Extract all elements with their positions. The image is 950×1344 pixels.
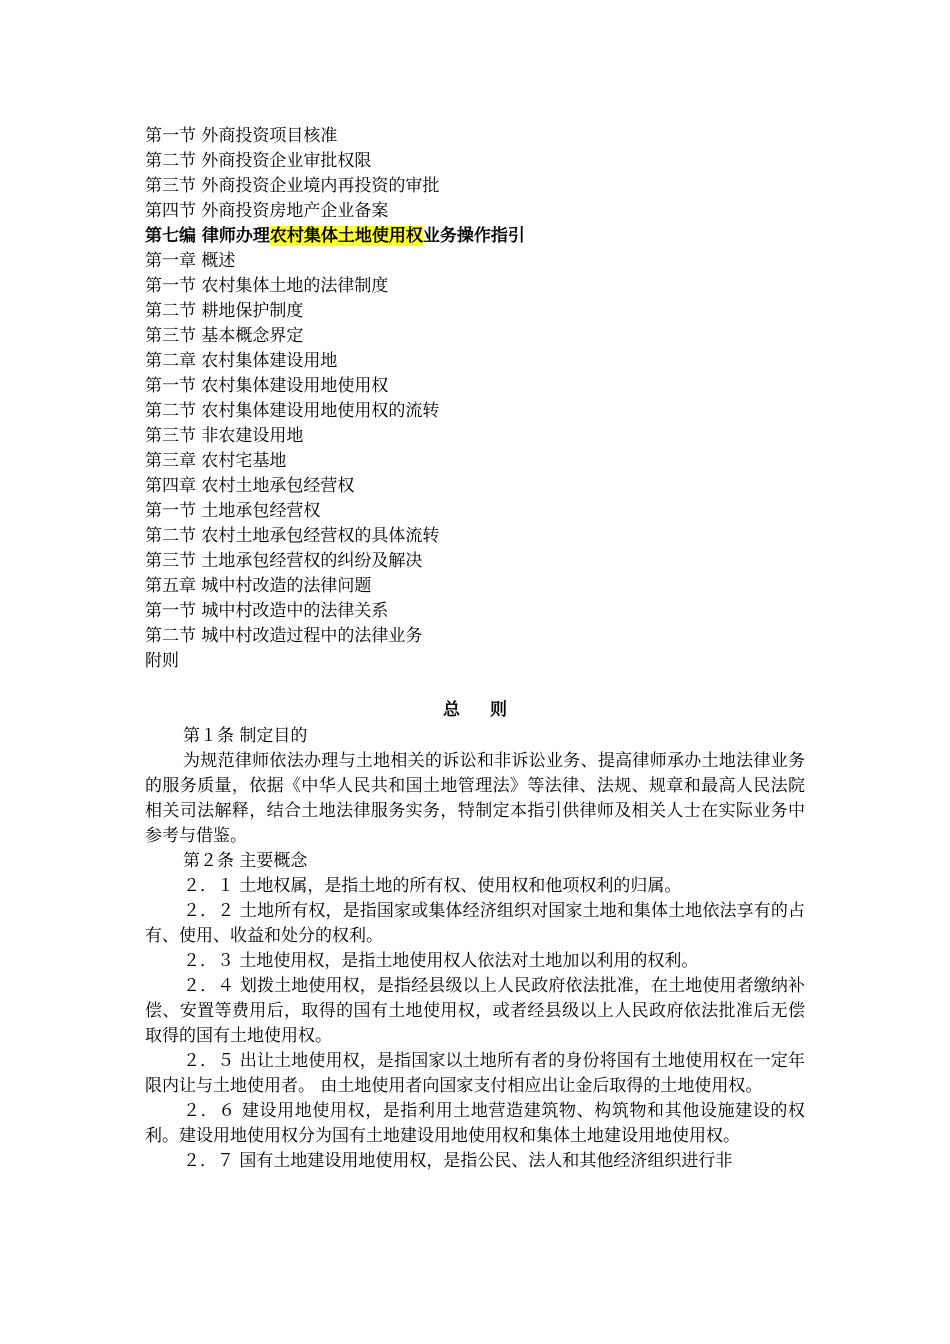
toc-line: 第二节 农村土地承包经营权的具体流转 — [145, 526, 440, 546]
toc-line: 第三节 基本概念界定 — [145, 326, 304, 346]
toc-line: 第二节 耕地保护制度 — [145, 301, 304, 321]
toc-line: 第一节 城中村改造中的法律关系 — [145, 601, 389, 621]
table-of-contents — [145, 124, 805, 674]
toc-part-heading — [145, 224, 805, 249]
body-text — [145, 724, 805, 1174]
toc-line: 第四章 农村土地承包经营权 — [145, 476, 355, 496]
toc-line: 第二节 城中村改造过程中的法律业务 — [145, 626, 423, 646]
toc-line: 第一节 土地承包经营权 — [145, 501, 321, 521]
toc-line: 附则 — [145, 651, 179, 671]
toc-line: 第二节 农村集体建设用地使用权的流转 — [145, 401, 440, 421]
toc-line: 第三章 农村宅基地 — [145, 451, 287, 471]
toc-line: 第三节 非农建设用地 — [145, 426, 304, 446]
toc-line: 第五章 城中村改造的法律问题 — [145, 576, 372, 596]
toc-line: 第一节 农村集体建设用地使用权 — [145, 376, 389, 396]
paragraph: ２．１ 土地权属，是指土地的所有权、使用权和他项权利的归属。 — [183, 876, 682, 896]
toc-line: 第一节 外商投资项目核准 — [145, 126, 338, 146]
paragraph: ２．７ 国有土地建设用地使用权，是指公民、法人和其他经济组织进行非 — [183, 1151, 733, 1171]
article-title: 第１条 制定目的 — [183, 726, 308, 746]
paragraph: ２．４ 划拨土地使用权，是指经县级以上人民政府依法批准，在土地使用者缴纳补偿、安置等费用后，取得的国有土地使用权，或者经县级以上人民政府依法批准后无偿取得的国有土地使用权。 — [145, 976, 805, 1046]
toc-line: 第四节 外商投资房地产企业备案 — [145, 201, 389, 221]
toc-line: 第二章 农村集体建设用地 — [145, 351, 338, 371]
toc-line: 第二节 外商投资企业审批权限 — [145, 151, 372, 171]
paragraph: ２．３ 土地使用权，是指土地使用权人依法对土地加以利用的权利。 — [183, 951, 699, 971]
paragraph: ２．５ 出让土地使用权，是指国家以土地所有者的身份将国有土地使用权在一定年限内让与土地使用者。 由土地使用者向国家支付相应出让金后取得的土地使用权。 — [145, 1051, 805, 1096]
toc-part-suffix: 业务操作指引 — [422, 226, 525, 246]
article-title: 第２条 主要概念 — [183, 851, 308, 871]
toc-part-prefix: 第七编 律师办理 — [145, 226, 270, 246]
paragraph: ２．２ 土地所有权，是指国家或集体经济组织对国家土地和集体土地依法享有的占有、使用、收益和处分的权利。 — [145, 901, 805, 946]
document-page — [145, 124, 805, 1174]
highlighted-text: 农村集体土地使用权 — [269, 226, 423, 246]
toc-line: 第三节 土地承包经营权的纠纷及解决 — [145, 551, 423, 571]
toc-line: 第一章 概述 — [145, 251, 236, 271]
toc-line: 第一节 农村集体土地的法律制度 — [145, 276, 389, 296]
section-heading: 总则 — [443, 700, 537, 720]
paragraph: 为规范律师依法办理与土地相关的诉讼和非诉讼业务、提高律师承办土地法律业务的服务质量，依据《中华人民共和国土地管理法》等法律、法规、规章和最高人民法院相关司法解释，结合土地法律服务实务，特制定本指引供律师及相关人士在实际业务中参考与借鉴。 — [145, 751, 805, 846]
paragraph: ２．６ 建设用地使用权，是指利用土地营造建筑物、构筑物和其他设施建设的权利。建设用地使用权分为国有土地建设用地使用权和集体土地建设用地使用权。 — [145, 1101, 805, 1146]
toc-line: 第三节 外商投资企业境内再投资的审批 — [145, 176, 440, 196]
